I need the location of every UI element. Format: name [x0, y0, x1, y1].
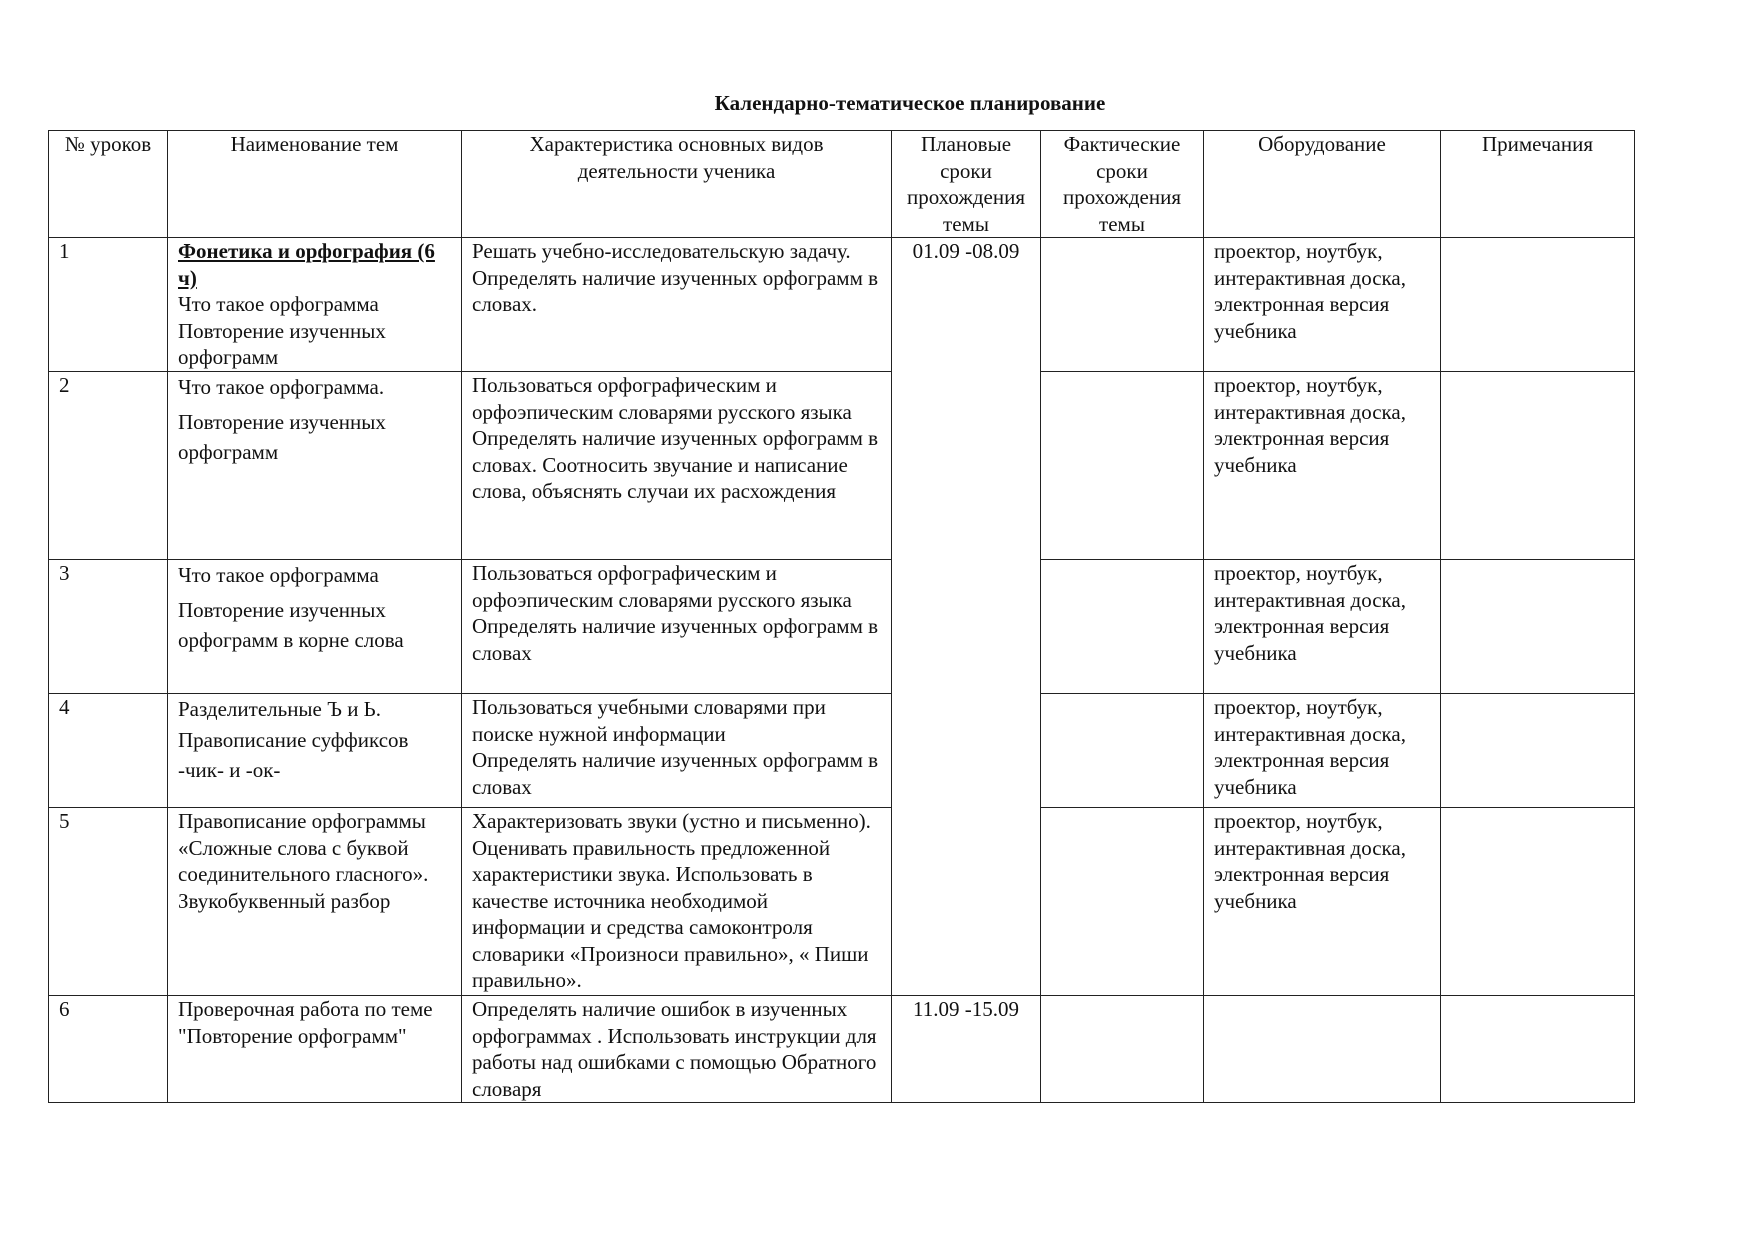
col-header-planned: Плановые сроки прохождения темы — [892, 131, 1041, 238]
topic-line: Разделительные Ъ и Ь. — [178, 697, 381, 721]
topic-line: Повторение изученных орфограмм — [178, 318, 386, 369]
actual-dates — [1041, 238, 1204, 372]
col-header-num: № уроков — [49, 131, 168, 238]
col-header-notes: Примечания — [1441, 131, 1635, 238]
activity-line: Пользоваться учебными словарями при поиске нужной информации — [472, 695, 826, 746]
actual-dates — [1041, 372, 1204, 560]
notes-cell — [1441, 238, 1635, 372]
lesson-number: 5 — [49, 808, 168, 996]
lesson-number: 4 — [49, 694, 168, 808]
equipment-cell: проектор, ноутбук, интерактивная доска, электронная версия учебника — [1204, 560, 1441, 694]
topic-cell — [168, 372, 462, 560]
actual-dates — [1041, 808, 1204, 996]
notes-cell — [1441, 694, 1635, 808]
planned-dates: 11.09 -15.09 — [892, 996, 1041, 1103]
table-row — [49, 808, 1635, 996]
col-header-equipment: Оборудование — [1204, 131, 1441, 238]
activity-line: Определять наличие изученных орфограмм в словах. Соотносить звучание и написание слова, объяснять случаи их расхождения — [472, 426, 879, 503]
equipment-cell: проектор, ноутбук, интерактивная доска, электронная версия учебника — [1204, 372, 1441, 560]
topic-line: Что такое орфограмма. — [178, 375, 385, 399]
col-header-activity: Характеристика основных видов деятельности ученика — [462, 131, 892, 238]
actual-dates — [1041, 996, 1204, 1103]
topic-cell — [168, 694, 462, 808]
planning-table — [48, 130, 1635, 1103]
actual-dates — [1041, 694, 1204, 808]
actual-dates — [1041, 560, 1204, 694]
lesson-number: 6 — [49, 996, 168, 1103]
lesson-number: 1 — [49, 238, 168, 372]
activity-cell: Определять наличие ошибок в изученных орфограммах . Использовать инструкции для работы над ошибками с помощью Обратного словаря — [462, 996, 892, 1103]
topic-line: Звукобуквенный разбор — [178, 888, 391, 913]
col-header-actual: Фактические сроки прохождения темы — [1041, 131, 1204, 238]
activity-cell — [462, 694, 892, 808]
topic-cell — [168, 238, 462, 372]
lesson-number: 2 — [49, 372, 168, 560]
activity-line: Определять наличие изученных орфограмм в словах — [472, 748, 879, 799]
topic-cell — [168, 808, 462, 996]
activity-line: Определять наличие изученных орфограмм в словах — [472, 614, 879, 665]
topic-line: Что такое орфограмма — [178, 292, 379, 316]
activity-cell: Решать учебно-исследовательскую задачу. Определять наличие изученных орфограмм в словах. — [462, 238, 892, 372]
page-title: Календарно-тематическое планирование — [714, 91, 1106, 115]
section-heading: Фонетика и орфография (6 ч) — [178, 239, 435, 290]
table-row — [49, 238, 1635, 372]
lesson-number: 3 — [49, 560, 168, 694]
table-row — [49, 694, 1635, 808]
activity-cell: Характеризовать звуки (устно и письменно). Оценивать правильность предложенной характеристики звука. Использовать в качестве источника необходимой информации и средства самоконтроля словарики «Произноси правильно», « Пиши правильно». — [462, 808, 892, 996]
topic-line: Правописание суффиксов -чик- и -ок- — [178, 727, 409, 782]
equipment-cell — [1204, 996, 1441, 1103]
notes-cell — [1441, 996, 1635, 1103]
topic-cell — [168, 560, 462, 694]
table-row — [49, 372, 1635, 560]
table-row — [49, 560, 1635, 694]
notes-cell — [1441, 808, 1635, 996]
topic-line: Повторение изученных орфограмм — [178, 409, 386, 464]
header-row — [49, 131, 1635, 238]
topic-cell: Проверочная работа по теме "Повторение орфограмм" — [168, 996, 462, 1103]
topic-line: Что такое орфограмма — [178, 563, 379, 587]
activity-line: Пользоваться орфографическим и орфоэпическим словарями русского языка — [472, 561, 852, 612]
col-header-topic: Наименование тем — [168, 131, 462, 238]
activity-line: Пользоваться орфографическим и орфоэпическим словарями русского языка — [472, 373, 852, 424]
equipment-cell: проектор, ноутбук, интерактивная доска, электронная версия учебника — [1204, 238, 1441, 372]
notes-cell — [1441, 372, 1635, 560]
planned-dates: 01.09 -08.09 — [892, 238, 1041, 996]
equipment-cell: проектор, ноутбук, интерактивная доска, электронная версия учебника — [1204, 808, 1441, 996]
equipment-cell: проектор, ноутбук, интерактивная доска, электронная версия учебника — [1204, 694, 1441, 808]
notes-cell — [1441, 560, 1635, 694]
topic-line: Повторение изученных орфограмм в корне слова — [178, 597, 404, 652]
topic-line: Правописание орфограммы «Сложные слова с буквой соединительного гласного». — [178, 809, 429, 886]
table-row — [49, 996, 1635, 1103]
activity-cell — [462, 560, 892, 694]
activity-cell — [462, 372, 892, 560]
